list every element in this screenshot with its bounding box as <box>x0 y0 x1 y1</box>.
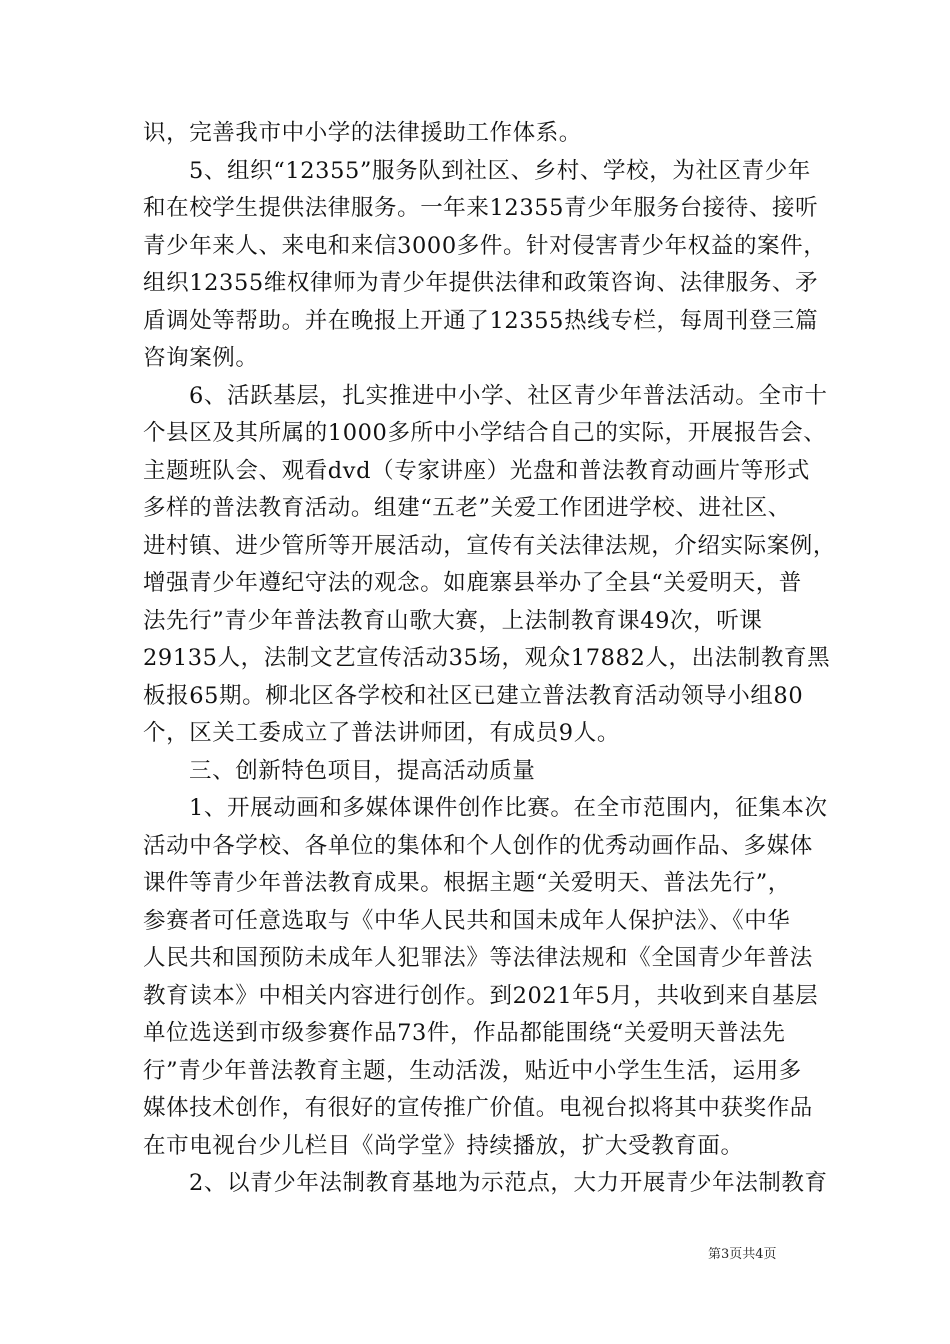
item-2-first-line: 2、以青少年法制教育基地为示范点，大力开展青少年法制教育 <box>189 1170 828 1196</box>
body-text-line: 组织12355维权律师为青少年提供法律和政策咨询、法律服务、矛 <box>143 270 819 296</box>
paragraph-6-first-line: 6、活跃基层，扎实推进中小学、社区青少年普法活动。全市十 <box>189 383 828 409</box>
body-text-line: 个，区关工委成立了普法讲师团，有成员9人。 <box>143 720 620 746</box>
body-text-line: 活动中各学校、各单位的集体和个人创作的优秀动画作品、多媒体 <box>143 833 813 859</box>
body-text-line: 识，完善我市中小学的法律援助工作体系。 <box>143 120 582 146</box>
body-text-line: 多样的普法教育活动。组建“五老”关爱工作团进学校、进社区、 <box>143 495 791 521</box>
body-text-line: 主题班队会、观看dvd（专家讲座）光盘和普法教育动画片等形式 <box>143 458 811 484</box>
body-text-line: 课件等青少年普法教育成果。根据主题“关爱明天、普法先行”， <box>143 870 791 896</box>
body-text-line: 教育读本》中相关内容进行创作。到2021年5月，共收到来自基层 <box>143 983 819 1009</box>
body-text-line: 单位选送到市级参赛作品73件，作品都能围绕“关爱明天普法先 <box>143 1020 786 1046</box>
section-heading: 三、创新特色项目，提高活动质量 <box>189 758 536 784</box>
body-text-line: 人民共和国预防未成年人犯罪法》等法律法规和《全国青少年普法 <box>143 945 813 971</box>
body-text-line: 29135人，法制文艺宣传活动35场，观众17882人，出法制教育黑 <box>143 645 831 671</box>
body-text-line: 板报65期。柳北区各学校和社区已建立普法教育活动领导小组80 <box>143 683 804 709</box>
page-number-footer: 第3页共4页 <box>708 1247 777 1262</box>
body-text-line: 媒体技术创作，有很好的宣传推广价值。电视台拟将其中获奖作品 <box>143 1095 813 1121</box>
body-text-line: 参赛者可任意选取与《中华人民共和国未成年人保护法》、《中华 <box>143 908 791 934</box>
body-text-line: 咨询案例。 <box>143 345 259 371</box>
body-text-line: 和在校学生提供法律服务。一年来12355青少年服务台接待、接听 <box>143 195 819 221</box>
body-text-line: 青少年来人、来电和来信3000多件。针对侵害青少年权益的案件， <box>143 233 827 259</box>
body-text-line: 增强青少年遵纪守法的观念。如鹿寨县举办了全县“关爱明天，普 <box>143 570 802 596</box>
body-text-line: 进村镇、进少管所等开展活动，宣传有关法律法规，介绍实际案例， <box>143 533 837 559</box>
body-text-line: 在市电视台少儿栏目《尚学堂》持续播放，扩大受教育面。 <box>143 1133 744 1159</box>
body-text-line: 行”青少年普法教育主题，生动活泼，贴近中小学生生活，运用多 <box>143 1058 802 1084</box>
item-1-first-line: 1、开展动画和多媒体课件创作比赛。在全市范围内，征集本次 <box>189 795 828 821</box>
body-text-line: 个县区及其所属的1000多所中小学结合自己的实际，开展报告会、 <box>143 420 827 446</box>
body-text-line: 盾调处等帮助。并在晚报上开通了12355热线专栏，每周刊登三篇 <box>143 308 819 334</box>
paragraph-5-first-line: 5、组织“12355”服务队到社区、乡村、学校，为社区青少年 <box>189 158 811 184</box>
body-text-line: 法先行”青少年普法教育山歌大赛，上法制教育课49次，听课 <box>143 608 763 634</box>
